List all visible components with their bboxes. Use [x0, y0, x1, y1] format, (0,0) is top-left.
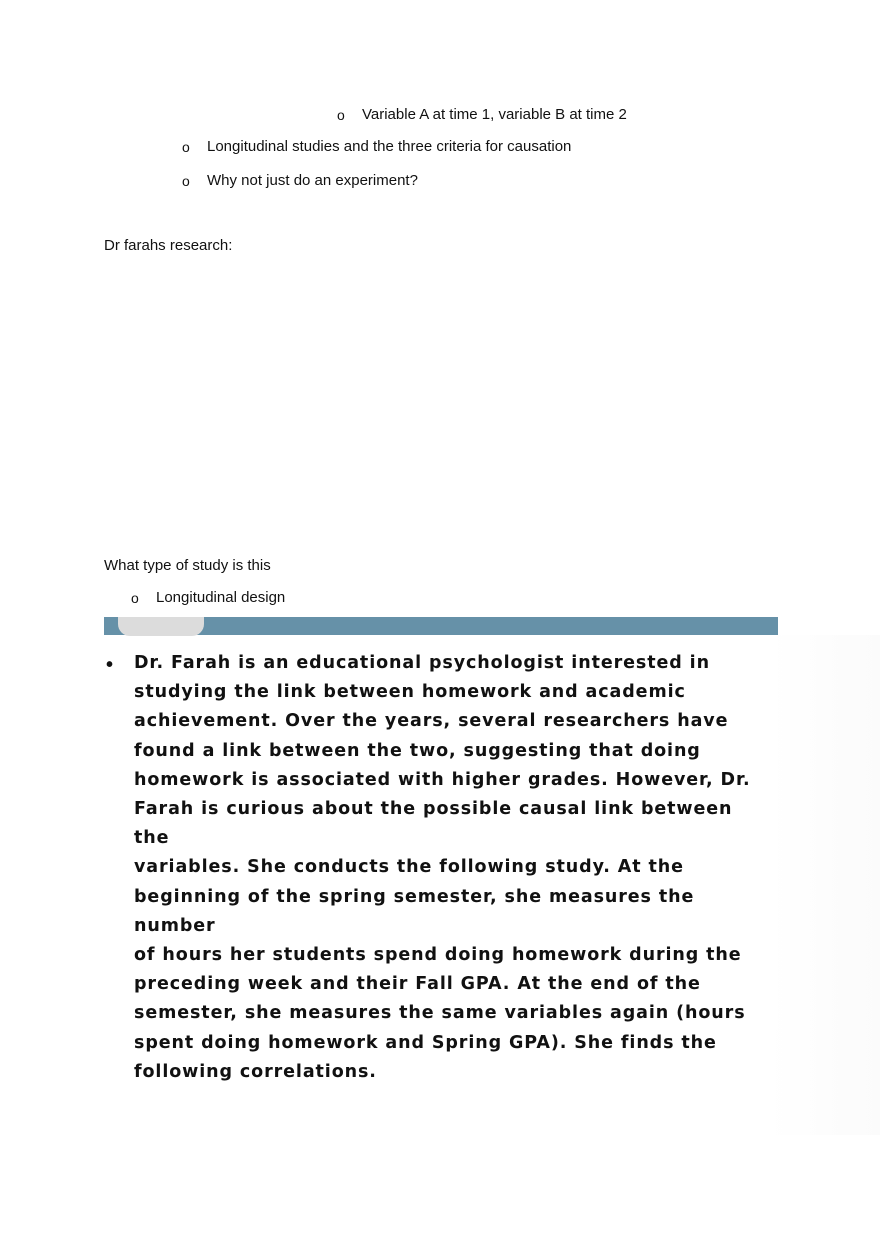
bullet-experiment-question: Why not just do an experiment?	[207, 172, 418, 189]
slide-text-line: semester, she measures the same variables again (hours	[134, 1003, 746, 1024]
slide-text-line: Dr. Farah is an educational psychologist interested in	[134, 653, 710, 673]
embedded-slide-image	[104, 617, 778, 1082]
research-heading: Dr farahs research:	[104, 237, 233, 254]
sub-bullet-marker: o	[337, 107, 345, 123]
slide-shadow	[768, 635, 880, 1135]
slide-text-line: found a link between the two, suggesting that doing	[134, 740, 701, 761]
slide-bullet-marker: •	[106, 654, 114, 676]
bullet-marker: o	[182, 139, 190, 155]
slide-header-tab	[118, 617, 204, 636]
sub-bullet-variable-timing: Variable A at time 1, variable B at time 2	[362, 106, 627, 123]
slide-text-line: studying the link between homework and academic	[134, 682, 686, 703]
answer-longitudinal-design: Longitudinal design	[156, 589, 286, 606]
slide-text-line: variables. She conducts the following study. At the	[134, 857, 684, 878]
slide-text-line: Farah is curious about the possible causal link between the	[134, 799, 733, 849]
slide-text-line: preceding week and their Fall GPA. At the end of the	[134, 974, 701, 995]
bullet-marker: o	[131, 590, 139, 606]
study-type-question: What type of study is this	[104, 557, 271, 574]
slide-text-line: following correlations.	[134, 1061, 377, 1082]
slide-text-line: beginning of the spring semester, she measures the number	[134, 886, 695, 936]
slide-text-line: achievement. Over the years, several researchers have	[134, 711, 729, 732]
bullet-marker: o	[182, 173, 190, 189]
bullet-longitudinal-criteria: Longitudinal studies and the three criteria for causation	[207, 138, 572, 155]
slide-text-line: homework is associated with higher grades. However, Dr.	[134, 769, 751, 790]
slide-body-text	[134, 649, 774, 1087]
slide-text-line: of hours her students spend doing homework during the	[134, 945, 742, 966]
slide-text-line: spent doing homework and Spring GPA). She finds the	[134, 1032, 717, 1053]
slide-header-bar	[104, 617, 778, 635]
